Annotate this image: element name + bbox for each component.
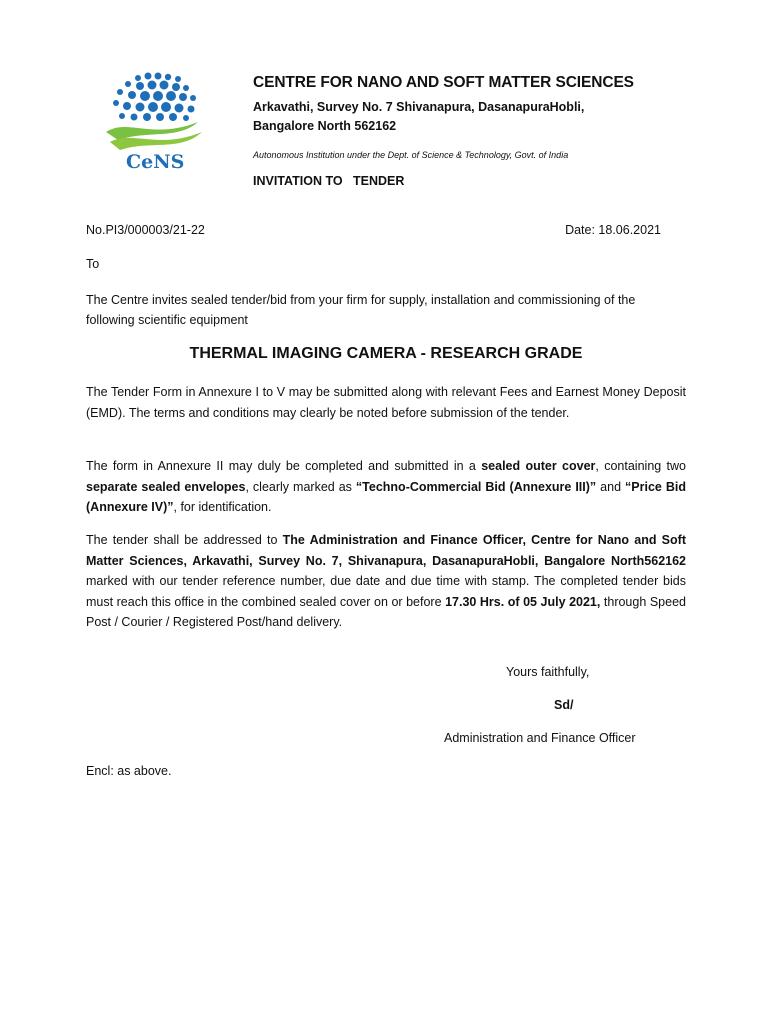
paragraph-envelopes: The form in Annexure II may duly be completed and submitted in a sealed outer cover, containing two separate sealed envelopes, clearly marked as “Techno-Commercial Bid (Annexure III)” and “Price Bid (Annexure IV)”, for identification. bbox=[86, 459, 687, 514]
letterhead bbox=[253, 74, 723, 188]
emphasis-sealed-cover: sealed outer cover bbox=[481, 459, 596, 473]
address-line-1: Arkavathi, Survey No. 7 Shivanapura, DasanapuraHobli, bbox=[253, 100, 585, 114]
paragraph-annexures: The Tender Form in Annexure I to V may be submitted along with relevant Fees and Earnest Money Deposit (EMD). The terms and conditions may clearly be noted before submission of the tender. bbox=[86, 385, 686, 420]
cens-logo-text: CeNS bbox=[126, 151, 185, 173]
emphasis-separate-envelopes: separate sealed envelopes bbox=[86, 479, 246, 494]
emphasis-price-bid: “Price Bid (Annexure IV)” bbox=[86, 479, 686, 514]
invitation-heading: INVITATION TO TENDER bbox=[253, 174, 405, 188]
cens-logo-graphic bbox=[98, 70, 214, 174]
document-date: Date: 18.06.2021 bbox=[565, 223, 661, 237]
paragraph-submission: The tender shall be addressed to The Administration and Finance Officer, Centre for Nano and Soft Matter Sciences, Arkavathi, Survey No. 7, Shivanapura, DasanapuraHobli, Bangalore North562162 marked with our tender reference number, due date and due time with stamp. The completed tender bids must reach this office in the combined sealed cover on or before 17.30 Hrs. of 05 July 2021, through Speed Post / Courier / Registered Post/hand delivery. bbox=[86, 533, 686, 629]
cens-logo bbox=[98, 70, 214, 174]
closing-salutation: Yours faithfully, bbox=[506, 665, 590, 679]
enclosure-note: Encl: as above. bbox=[86, 764, 172, 778]
emphasis-deadline: 17.30 Hrs. of 05 July 2021, bbox=[445, 594, 601, 609]
subject-title: THERMAL IMAGING CAMERA - RESEARCH GRADE bbox=[189, 345, 583, 362]
emphasis-address: The Administration and Finance Officer, Centre for Nano and Soft Matter Sciences, Arkavathi, Survey No. 7, Shivanapura, DasanapuraHobli, Bangalore North562162 bbox=[86, 533, 686, 568]
signature: Sd/ bbox=[554, 698, 574, 712]
signatory-title: Administration and Finance Officer bbox=[444, 731, 636, 745]
emphasis-techno-commercial-bid: “Techno-Commercial Bid (Annexure III)” bbox=[355, 479, 597, 494]
organization-name: CENTRE FOR NANO AND SOFT MATTER SCIENCES bbox=[253, 74, 634, 91]
addressee-label: To bbox=[86, 257, 100, 271]
address-line-2: Bangalore North 562162 bbox=[253, 119, 397, 133]
intro-paragraph: The Centre invites sealed tender/bid from your firm for supply, installation and commissioning of the following scientific equipment bbox=[86, 293, 636, 327]
institution-subtitle: Autonomous Institution under the Dept. of Science & Technology, Govt. of India bbox=[253, 150, 569, 160]
reference-number: No.PI3/000003/21-22 bbox=[86, 223, 205, 237]
